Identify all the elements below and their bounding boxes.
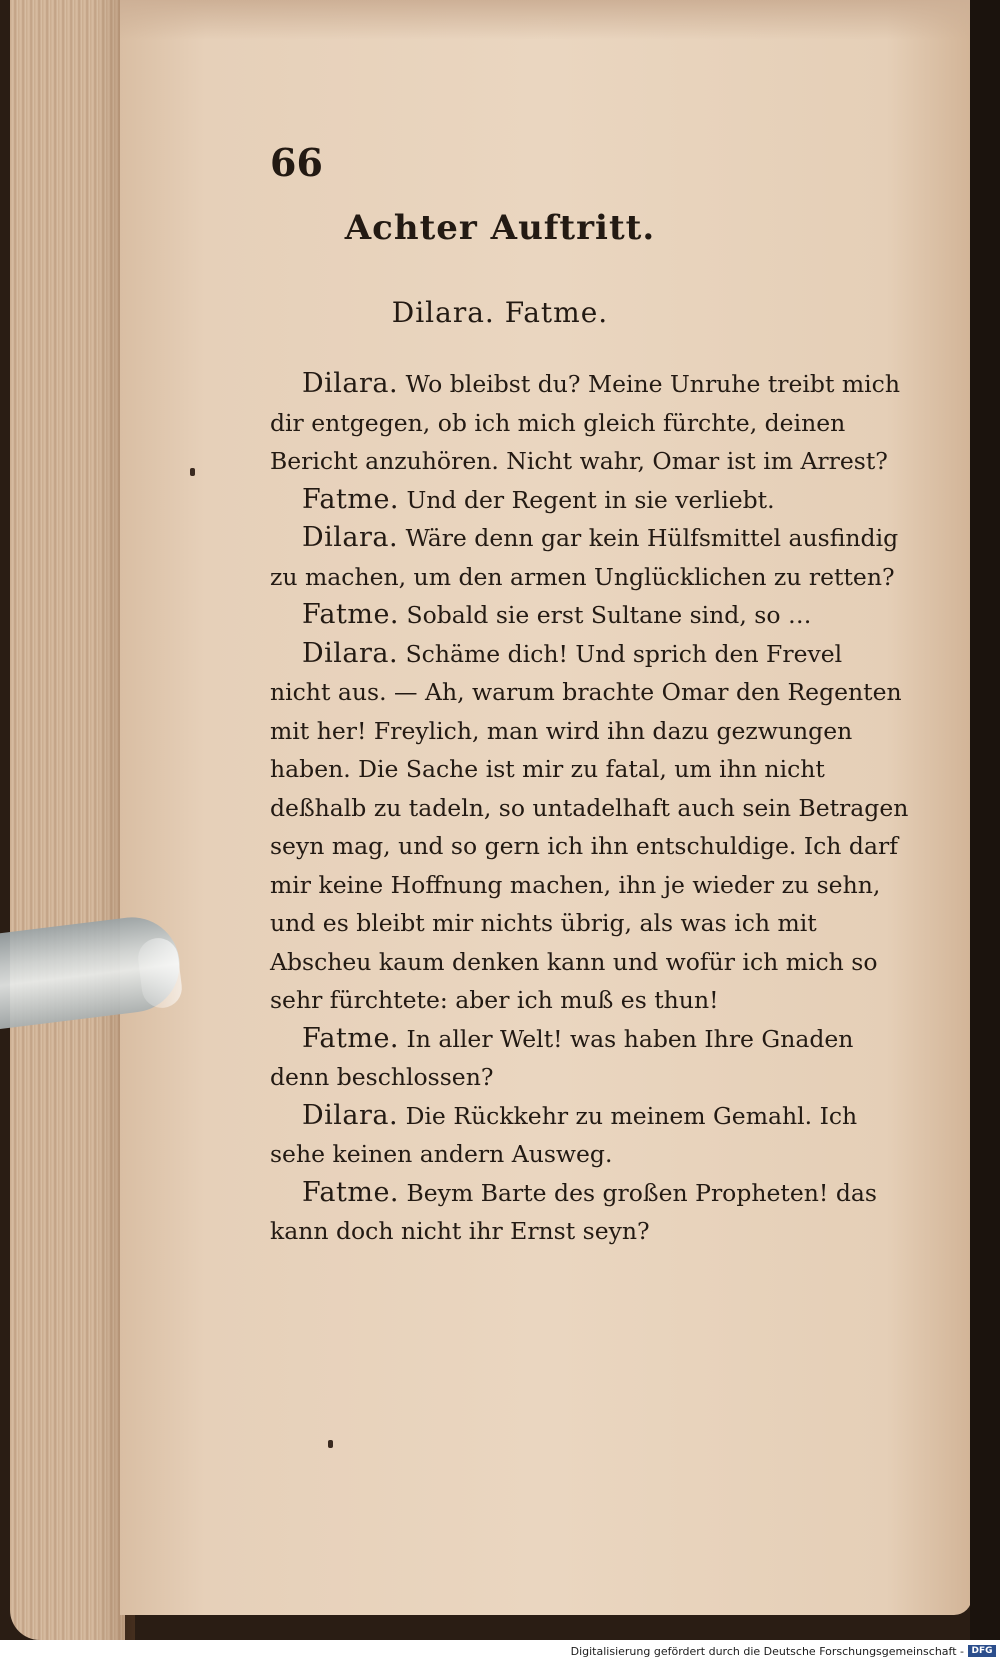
speech-text: Schäme dich! Und sprich den Frevel nicht aus. — Ah, warum brachte Omar den Regenten mit her! Freylich, man wird ihn dazu gezwungen haben. Die Sache ist mir zu fatal, um ihn nicht deßhalb zu tadeln, so untadelhaft auch sein Betragen seyn mag, und so gern ich ihn entschuldige. Ich darf mir keine Hoffnung machen, ihn je wieder zu sehn, und es bleibt mir nichts übrig, als was ich mit Abscheu kaum denken kann und wofür ich mich so sehr fürchtete: aber ich muß es thun!	[270, 639, 909, 1014]
speech-1	[270, 365, 910, 481]
speech-text: Beym Barte des großen Propheten! das kann doch nicht ihr Ernst seyn?	[270, 1178, 877, 1245]
speaker-name: Fatme.	[302, 483, 400, 515]
speech-6	[270, 1020, 910, 1097]
speech-text: Die Rückkehr zu meinem Gemahl. Ich sehe keinen andern Ausweg.	[270, 1101, 858, 1168]
speech-4	[270, 596, 910, 635]
page-top-shadow	[120, 0, 972, 40]
dialogue-block	[270, 365, 910, 1251]
ink-speck	[190, 468, 195, 476]
speech-7	[270, 1097, 910, 1174]
speaker-name: Dilara.	[302, 522, 399, 553]
dfg-logo: DFG	[968, 1645, 996, 1657]
speaker-name: Fatme.	[302, 1022, 400, 1054]
speech-text: Wo bleibst du? Meine Unruhe treibt mich dir entgegen, ob ich mich gleich fürchte, deinen Bericht anzuhören. Nicht wahr, Omar ist im Arrest?	[270, 370, 900, 475]
ink-speck	[328, 1440, 333, 1448]
scene-heading: Achter Auftritt.	[344, 208, 656, 248]
speech-8	[270, 1174, 910, 1251]
page-number: 66	[270, 140, 323, 185]
speech-text: In aller Welt! was haben Ihre Gnaden denn beschlossen?	[270, 1024, 854, 1091]
speech-text: Wäre denn gar kein Hülfsmittel ausfindig zu machen, um den armen Unglücklichen zu retten?	[270, 524, 899, 591]
speaker-name: Dilara.	[302, 1099, 399, 1131]
speech-text: Und der Regent in sie verliebt.	[399, 485, 775, 514]
speaker-name: Fatme.	[302, 599, 400, 630]
speech-2	[270, 481, 910, 520]
speech-3	[270, 519, 910, 596]
speaker-name: Dilara.	[302, 368, 399, 399]
speaker-name: Dilara.	[302, 637, 399, 669]
digitization-credit: Digitalisierung gefördert durch die Deutsche Forschungsgemeinschaft -	[570, 1645, 964, 1658]
speech-5	[270, 635, 910, 1020]
speaker-name: Fatme.	[302, 1176, 400, 1208]
speech-text: Sobald sie erst Sultane sind, so …	[399, 601, 812, 629]
cast-list: Dilara. Fatme.	[391, 296, 609, 329]
